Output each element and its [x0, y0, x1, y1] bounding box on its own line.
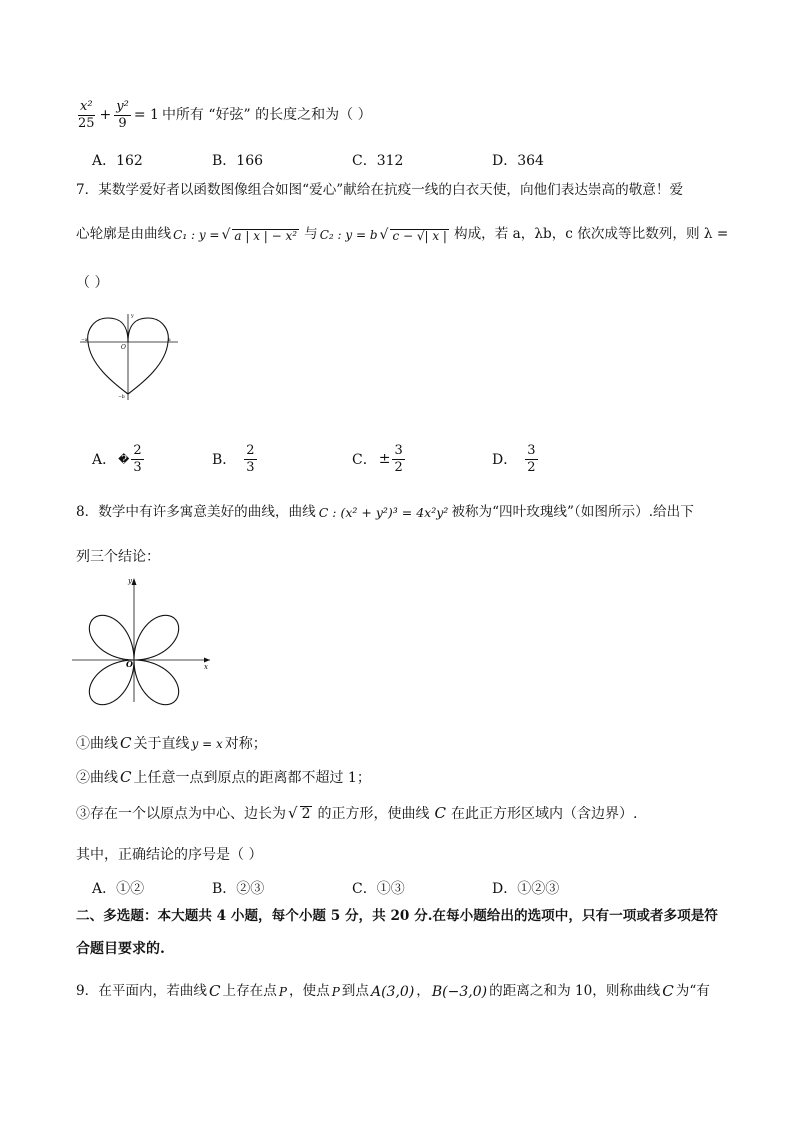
section2-heading-line1: 二、多选题：本大题共 4 小题，每个小题 5 分，共 20 分.在每小题给出的选项中，只有一项或者多项是符: [76, 908, 718, 924]
q6-fraction-x: $\frac{\text{x²}}{25}$: [78, 99, 95, 131]
heart-upper-right: [128, 318, 168, 342]
q6-option-c: C．312: [352, 153, 404, 169]
q8-option-c: C．①③: [352, 881, 405, 897]
q7-option-d: D． $\frac{3}{2}$: [492, 443, 536, 475]
heart-label-y: y: [131, 313, 134, 319]
q8-line1: 8．数学中有许多寓意美好的曲线，曲线 C : (x² + y²)³ = 4x²y² 被称为“四叶玫瑰线”（如图所示）.给出下: [76, 504, 694, 520]
heart-label-neg-a: −a: [81, 338, 88, 343]
heart-label-a: a: [168, 338, 171, 343]
q6-fraction-y: $\frac{\text{y²}}{9}$: [116, 99, 129, 131]
q9-line: 9．在平面内，若曲线 C 上存在点 P ，使点 P 到点 A(3,0) ， B(−3,0) 的距离之和为 10，则称曲线 C 为“有: [76, 982, 710, 1000]
q8-ask: 其中，正确结论的序号是（ ）: [76, 847, 263, 863]
rose-y-arrow: [132, 578, 137, 585]
rose-x-arrow: [204, 658, 210, 663]
section2-heading-line2: 合题目要求的.: [76, 941, 165, 957]
heart-label-neg-b: −b: [118, 395, 125, 400]
rose-label-o: O: [126, 659, 133, 669]
q8-option-a: A．①②: [92, 881, 145, 897]
q6-option-d: D．364: [492, 153, 544, 169]
rose-curve-formula: C : (x² + y²)³ = 4x²y²: [318, 504, 449, 520]
rose-figure: [70, 574, 216, 706]
q8-conclusion-2: ②曲线 C 上任意一点到原点的距离都不超过 1；: [76, 768, 371, 786]
q6-option-b: B．166: [212, 153, 264, 169]
q8-conclusion-1: ①曲线 C 关于直线 y = x 对称；: [76, 734, 267, 752]
q7-line1: 7．某数学爱好者以函数图像组合如图“爱心”献给在抗疫一线的白衣天使，向他们表达崇高的敬意！爱: [76, 182, 684, 198]
q7-option-b: B． $\frac{2}{3}$: [212, 443, 255, 475]
rose-label-y: y: [128, 577, 132, 585]
heart-lower-right: [128, 342, 168, 394]
q8-option-d: D．①②③: [492, 881, 560, 897]
q6-option-a: A．162: [92, 153, 143, 169]
q6-equation-line: $\frac{\text{x²}}{25}$ + $\frac{\text{y²}}{9}$ = 1 中所有 “好弦” 的长度之和为（ ）: [78, 99, 372, 131]
q8-conclusion-3: ③存在一个以原点为中心、边长为 √ 2 的正方形，使曲线 C 在此正方形区域内（含边界）.: [76, 804, 638, 822]
q7-option-c: C． ± $\frac{3}{2}$: [352, 443, 403, 475]
heart-figure: [78, 308, 182, 402]
q8-option-b: B．②③: [212, 881, 265, 897]
q7-line2: 心轮廓是由曲线 C₁ : y = √ a | x | − x² 与 C₂ : y = b √ c − √| x | 构成，若 a，λb，c 依次成等比数列，则 λ =: [76, 226, 729, 243]
heart-upper-left: [88, 318, 128, 342]
rose-label-x: x: [204, 663, 208, 671]
q6-question-text: 中所有 “好弦” 的长度之和为（ ）: [161, 107, 372, 124]
q8-line2: 列三个结论：: [76, 549, 160, 565]
q7-line3: （ ）: [76, 275, 109, 291]
q7-option-a: A． � $\frac{2}{3}$: [92, 443, 142, 475]
heart-label-o: O: [121, 344, 126, 351]
